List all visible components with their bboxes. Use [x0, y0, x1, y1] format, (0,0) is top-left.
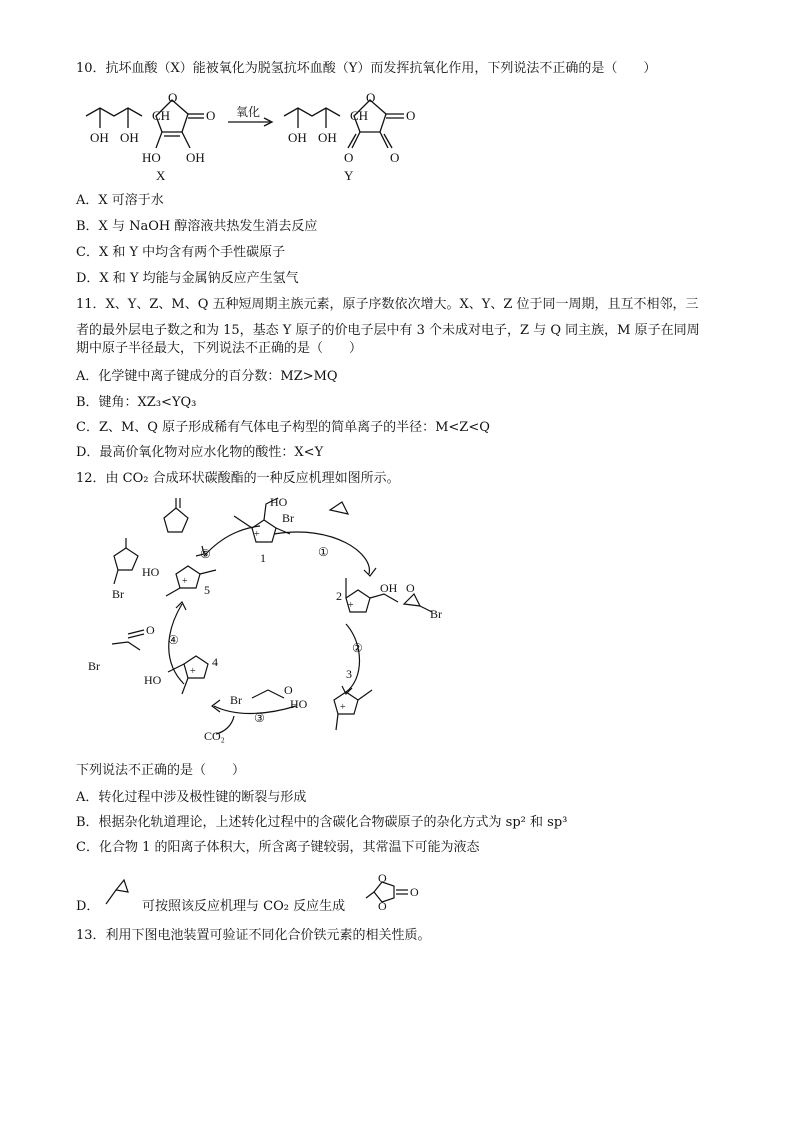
- q12-option-b: B．根据杂化轨道理论，上述转化过程中的含碳化合物碳原子的杂化方式为 sp² 和 sp³: [76, 815, 568, 830]
- q10-option-d: D．X 和 Y 均能与金属钠反应产生氢气: [76, 271, 299, 286]
- q12-label-ho-4: HO: [144, 673, 162, 687]
- q12-label-br-2: Br: [430, 607, 442, 621]
- q11-line3-emphasis: 不正确: [245, 341, 285, 356]
- q10-x-ho: HO: [142, 150, 161, 165]
- q11-option-c: C．Z、M、Q 原子形成稀有气体电子构型的简单离子的半径：M<Z<Q: [76, 420, 490, 435]
- q10-option-b: B．X 与 NaOH 醇溶液共热发生消去反应: [76, 219, 318, 234]
- q12-label-br-4: Br: [88, 659, 100, 673]
- q12-compound-4: 4: [212, 655, 218, 669]
- q12-stem: 12．由 CO₂ 合成环状碳酸酯的一种反应机理如图所示。: [76, 471, 400, 486]
- q11-stem-line3: [76, 340, 362, 358]
- q11-stem-line2: 者的最外层电子数之和为 15，基态 Y 原子的价电子层中有 3 个未成对电子，Z 与 Q 同主族，M 原子在同周: [76, 323, 700, 338]
- q10-x-oh-2: OH: [120, 130, 139, 145]
- q12-option-d-carbonate: [356, 870, 426, 910]
- q12-plus-1: +: [254, 529, 260, 540]
- q12-compound-2: 2: [336, 589, 342, 603]
- q12-option-a: A．转化过程中涉及极性键的断裂与形成: [76, 790, 307, 805]
- q10-label-y: Y: [344, 168, 354, 183]
- q12-sub-tail: 的是（ ）: [167, 763, 246, 778]
- q10-option-c: C．X 和 Y 中均含有两个手性碳原子: [76, 245, 286, 260]
- q12-option-c: C．化合物 1 的阳离子体积大，所含离子键较弱，其常温下可能为液态: [76, 840, 480, 855]
- q12-option-d-epoxide: [100, 872, 136, 908]
- q12-label-br-1: Br: [282, 511, 294, 525]
- q12-step-5: ⑤: [200, 547, 211, 561]
- q13-stem: 13．利用下图电池装置可验证不同化合价铁元素的相关性质。: [76, 928, 431, 943]
- q12-compound-1: 1: [260, 551, 266, 565]
- q12-label-o-4: O: [146, 623, 155, 637]
- q10-stem: [76, 60, 656, 78]
- q10-x-ch: CH: [152, 108, 171, 123]
- q12-option-d-text: 可按照该反应机理与 CO₂ 反应生成: [142, 899, 346, 914]
- q10-y-o-2: O: [390, 150, 400, 165]
- q12-label-oh-1: HO: [270, 495, 288, 509]
- q10-arrow-label: 氧化: [236, 105, 261, 119]
- q10-x-oh-3: OH: [186, 150, 205, 165]
- q11-line3-text: 期中原子半径最大，下列说法: [76, 341, 246, 356]
- q12-plus-3: +: [340, 702, 346, 713]
- q12-step-3: ③: [254, 711, 265, 725]
- q12-option-d-carbonate-o3: O: [410, 885, 419, 899]
- q12-option-d-carbonate-o2: O: [378, 899, 387, 910]
- q12-option-d-carbonate-o1: O: [378, 871, 387, 885]
- q12-sub-text: 下列说法: [76, 763, 129, 778]
- q12-label-br-3: Br: [230, 693, 242, 707]
- q10-structure-diagram: [76, 86, 456, 186]
- q12-label-ho-5: HO: [142, 565, 160, 579]
- q12-plus-4: +: [190, 666, 196, 677]
- q12-compound-5: 5: [204, 583, 210, 597]
- q12-mechanism-diagram: [84, 494, 474, 756]
- q10-option-a: A．X 可溶于水: [76, 193, 164, 208]
- q10-y-ring-o: O: [366, 90, 376, 105]
- q12-plus-2: +: [348, 600, 354, 611]
- q12-compound-3: 3: [346, 667, 352, 681]
- q10-y-o-1: O: [344, 150, 354, 165]
- q12-step-4: ④: [168, 633, 179, 647]
- q11-option-a: A．化学键中离子键成分的百分数：MZ>MQ: [76, 369, 338, 384]
- q12-sub-emphasis: 不正确: [128, 763, 168, 778]
- q12-label-ho-3: HO: [290, 697, 308, 711]
- q12-option-d-prefix: D．: [76, 899, 100, 914]
- q11-line3-tail: 的是（ ）: [284, 341, 363, 356]
- q12-label-br-5: Br: [112, 587, 124, 601]
- q10-y-oh-1: OH: [288, 130, 307, 145]
- q10-label-x: X: [156, 168, 166, 183]
- q11-option-b: B．键角：XZ₃<YQ₃: [76, 395, 197, 410]
- q11-stem-line1: 11．X、Y、Z、M、Q 五种短周期主族元素，原子序数依次增大。X、Y、Z 位于同一周期，且互不相邻，三: [76, 297, 699, 312]
- q10-x-carbonyl-o: O: [206, 108, 216, 123]
- q10-x-oh-1: OH: [90, 130, 109, 145]
- q10-y-ch: CH: [350, 108, 369, 123]
- q10-x-ring-o: O: [168, 90, 178, 105]
- q11-option-d: D．最高价氧化物对应水化物的酸性：X<Y: [76, 445, 324, 460]
- q10-y-oh-2: OH: [318, 130, 337, 145]
- q10-y-carbonyl-o: O: [406, 108, 416, 123]
- q12-label-co2: CO₂: [204, 729, 225, 743]
- q10-stem-emphasis: 不正确: [539, 61, 579, 76]
- q12-sub-stem: [76, 762, 245, 780]
- q12-step-1: ①: [318, 545, 329, 559]
- q12-label-o-3: O: [284, 683, 293, 697]
- q12-label-oh-2: OH: [380, 581, 398, 595]
- q10-stem-text: 10．抗坏血酸（X）能被氧化为脱氢抗坏血酸（Y）而发挥抗氧化作用，下列说法: [76, 61, 540, 76]
- q12-step-2: ②: [352, 641, 363, 655]
- q10-stem-tail: 的是（ ）: [578, 61, 657, 76]
- q12-plus-5: +: [182, 576, 188, 587]
- q12-label-o-2: O: [406, 581, 415, 595]
